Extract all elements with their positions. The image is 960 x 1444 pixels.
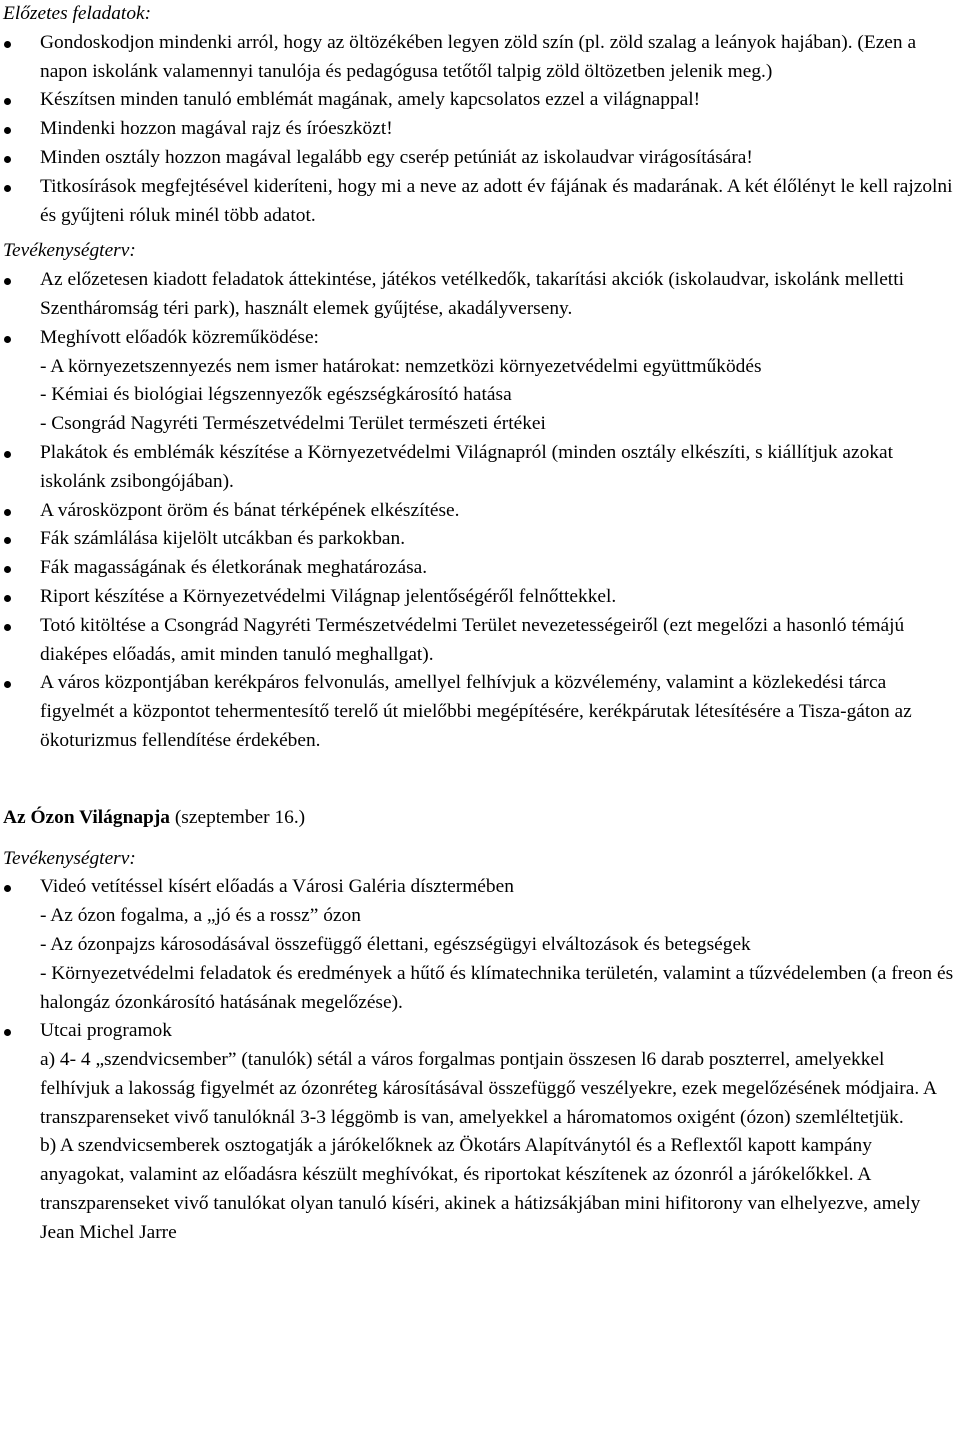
list-item-title: Videó vetítéssel kísért előadás a Városi Galéria dísztermében [40, 876, 514, 898]
sub-line: - Környezetvédelmi feladatok és eredmények a hűtő és klímatechnika területén, valamint a tűzvédelemben (a freon és halongáz ózonkárosító hatásának megelőzése). [40, 962, 954, 1013]
list-item: Készítsen minden tanuló emblémát magának, amely kapcsolatos ezzel a világnappal! [0, 86, 960, 115]
list-item-title: Meghívott előadók közreműködése: [40, 326, 319, 348]
spacer [0, 230, 960, 237]
activity-plan-list [0, 266, 960, 756]
list-item: Mindenki hozzon magával rajz és íróeszközt! [0, 115, 960, 144]
list-item: A városközpont öröm és bánat térképének elkészítése. [0, 497, 960, 526]
ozone-day-title [0, 804, 960, 833]
list-item: Az előzetesen kiadott feladatok áttekintése, játékos vetélkedők, takarítási akciók (iskolaudvar, iskolánk melletti Szentháromság téri park), használt elemek gyűjtése, akadályverseny. [0, 266, 960, 324]
list-item-title: Utcai programok [40, 1020, 172, 1042]
sub-line: - Az ózonpajzs károsodásával összefüggő élettani, egészségügyi elváltozások és betegségek [40, 933, 751, 955]
list-item: Fák számlálása kijelölt utcákban és parkokban. [0, 525, 960, 554]
sub-line: - A környezetszennyezés nem ismer határokat: nemzetközi környezetvédelmi együttműködés [40, 355, 762, 377]
list-item: Titkosírások megfejtésével kideríteni, hogy mi a neve az adott év fájának és madarának. A két élőlényt le kell rajzolni és gyűjteni róluk minél több adatot. [0, 173, 960, 231]
ozone-day-title-bold: Az Ózon Világnapja [3, 806, 170, 828]
sub-line: - Kémiai és biológiai légszennyezők egészségkárosító hatása [40, 384, 512, 406]
section-heading-prior-tasks: Előzetes feladatok: [3, 3, 152, 24]
ozone-day-date: (szeptember 16.) [170, 806, 306, 828]
section-heading-activity-plan: Tevékenységterv: [3, 240, 136, 262]
list-item: Totó kitöltése a Csongrád Nagyréti Természetvédelmi Terület nevezetességeiről (ezt megelőzi a hasonló témájú diaképes előadás, amit minden tanuló meghallgat). [0, 612, 960, 670]
paragraph-a: a) 4- 4 „szendvicsember” (tanulók) sétál a város forgalmas pontjain összesen l6 darab poszterrel, amelyekkel felhívjuk a lakosság figyelmét az ózonréteg károsításával összefüggő veszélyekre, ezek megelőzésének módjaira. A transzparenseket vivő tanulóknál 3-3 léggömb is van, amelyekkel a háromatomos oxigént (ózon) szemléltetjük. [40, 1049, 936, 1128]
ozone-activity-list [0, 873, 960, 1247]
list-item: Fák magasságának és életkorának meghatározása. [0, 554, 960, 583]
spacer [0, 833, 960, 845]
list-item-street-programs [0, 1017, 960, 1247]
list-item: Riport készítése a Környezetvédelmi Világnap jelentőségéről felnőttekkel. [0, 583, 960, 612]
list-item: Plakátok és emblémák készítése a Környezetvédelmi Világnapról (minden osztály elkészíti, s kiállítjuk azokat iskolánk zsibongójában). [0, 439, 960, 497]
list-item: Minden osztály hozzon magával legalább egy cserép petúniát az iskolaudvar virágosítására! [0, 144, 960, 173]
list-item: Gondoskodjon mindenki arról, hogy az öltözékében legyen zöld szín (pl. zöld szalag a leányok hajában). (Ezen a napon iskolánk valamennyi tanulója és pedagógusa tetőtől talpig zöld öltözetben jelenik meg.) [0, 29, 960, 87]
paragraph-b: b) A szendvicsemberek osztogatják a járókelőknek az Ökotárs Alapítványtól és a Reflextől kapott kampány anyagokat, valamint az előadásra készült meghívókat, és riportokat készítenek az ózonról a járókelőkkel. A transzparenseket vivő tanulókat olyan tanuló kíséri, akinek a hátizsákjában mini hifitorony van elhelyezve, amely Jean Michel Jarre [40, 1135, 921, 1243]
list-item-video-lecture [0, 873, 960, 1017]
list-item-speakers [0, 324, 960, 439]
prior-tasks-list [0, 29, 960, 231]
list-item: A város központjában kerékpáros felvonulás, amellyel felhívjuk a közvélemény, valamint a közlekedési tárca figyelmét a központot tehermentesítő terelő út mielőbbi megépítésére, kerékpárutak létesítésére a Tisza-gáton az ökoturizmus fellendítése érdekében. [0, 669, 960, 755]
sub-line: - Csongrád Nagyréti Természetvédelmi Terület természeti értékei [40, 413, 546, 435]
spacer [0, 756, 960, 804]
sub-line: - Az ózon fogalma, a „jó és a rossz” ózon [40, 905, 361, 927]
ozone-activity-plan-heading: Tevékenységterv: [3, 847, 136, 869]
